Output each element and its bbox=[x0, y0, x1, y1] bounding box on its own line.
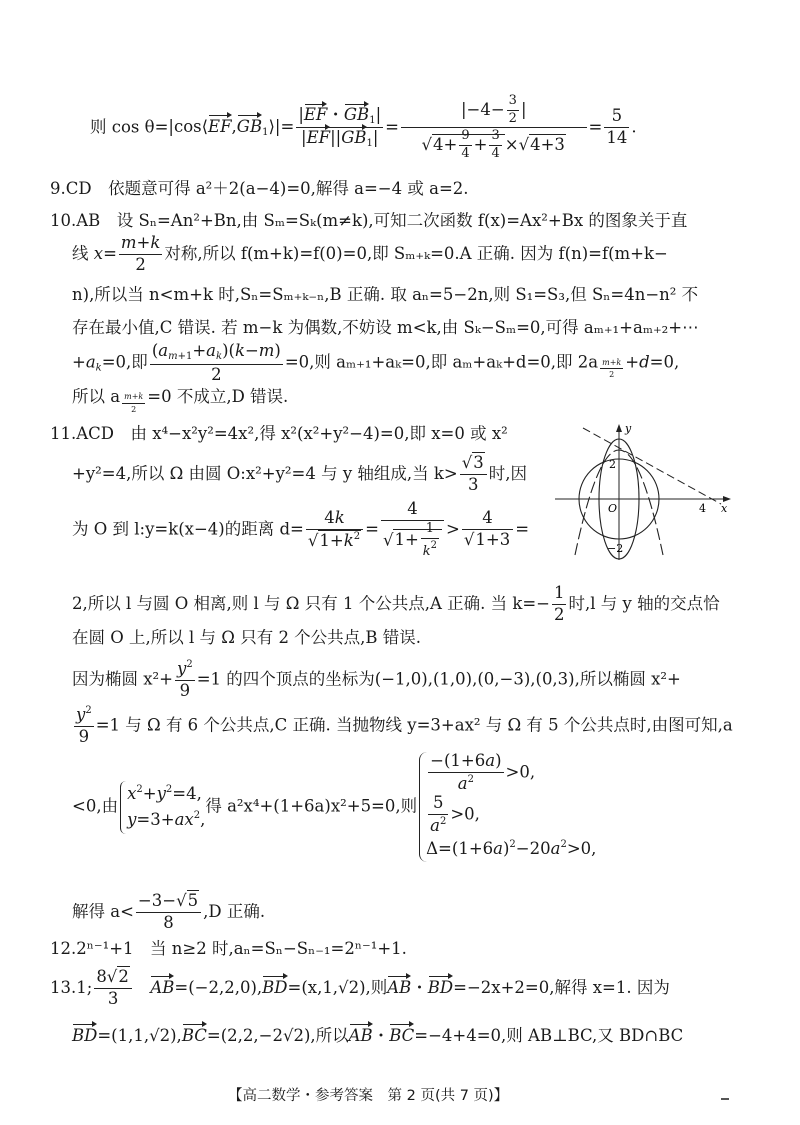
text-11f: 因为椭圆 x²+ bbox=[72, 669, 173, 689]
answer-11-line9: 解得 a< $\frac{-3-√5}{8}$ ,D 正确. bbox=[72, 891, 266, 932]
text-cos: 则 cos θ= bbox=[90, 117, 169, 137]
y-label: y bbox=[625, 422, 632, 435]
page-footer: 【高二数学・参考答案 第 2 页(共 7 页)】 bbox=[228, 1088, 509, 1104]
tick-2: 2 bbox=[609, 458, 616, 471]
text-13b2: =(2,2,−2√2),所以 bbox=[206, 1026, 349, 1045]
text-11c: 为 O 到 l:y=k(x−4)的距离 d= bbox=[72, 519, 304, 539]
text-11i2: ,D 正确. bbox=[203, 901, 266, 921]
answer-10-line3: n),所以当 n<m+k 时,Sₙ=Sₘ₊ₖ₋ₙ,B 正确. 取 aₙ=5−2n,则 S₁=S₃,但 Sₙ=4n−n² 不 bbox=[72, 285, 699, 304]
text-11i: 解得 a< bbox=[72, 901, 134, 921]
answer-11-line3: 为 O 到 l:y=k(x−4)的距离 d= $\frac{4k}{√1+k^2}$ = 4 √1+ $\frac{1}{k^2}$ > $\frac{4}{√1+3}$ = bbox=[72, 499, 530, 559]
text-13b: =(1,1,√2), bbox=[97, 1026, 182, 1045]
text-10f: 所以 a bbox=[72, 387, 121, 406]
text-10g: =0 不成立,D 错误. bbox=[147, 387, 289, 406]
answer-11-line7: $\frac{y^2}{9}$ =1 与 Ω 有 6 个公共点,C 正确. 当抛物线 y=3+ax² 与 Ω 有 5 个公共点时,由图可知,a bbox=[76, 705, 733, 746]
answer-11-line4: 2,所以 l 与圆 O 相离,则 l 与 Ω 只有 1 个公共点,A 正确. 当 k=− $\frac{1}{2}$ 时,l 与 y 轴的交点恰 bbox=[72, 583, 720, 624]
answer-9: 9.CD 依题意可得 a²＋2(a−4)=0,解得 a=−4 或 a=2. bbox=[50, 179, 469, 198]
answer-11-line2: +y²=4,所以 Ω 由圆 O:x²+y²=4 与 y 轴组成,当 k> $\frac{√3}{3}$ 时,因 bbox=[72, 453, 527, 494]
text-13a3: =−2x+2=0,解得 x=1. 因为 bbox=[453, 977, 670, 997]
y-axis-arrow bbox=[616, 424, 622, 432]
tick-neg2: −2 bbox=[607, 542, 624, 555]
text-11g: =1 与 Ω 有 6 个公共点,C 正确. 当抛物线 y=3+ax² 与 Ω 有 5 个公共点时,由图可知,a bbox=[95, 715, 733, 735]
answer-11-line6: 因为椭圆 x²+ $\frac{y^2}{9}$ =1 的四个顶点的坐标为(−1,0),(1,0),(0,−3),(0,3),所以椭圆 x²+ bbox=[72, 659, 681, 700]
text-11f2: =1 的四个顶点的坐标为(−1,0),(1,0),(0,−3),(0,3),所以椭圆 x²+ bbox=[196, 669, 681, 689]
eq-cos-theta: 则 $\cos \theta=|\cos⟨EF,GB_1⟩|=$ $\frac{|EF・GB_1|}{|EF||GB_1|}$ = |−4− $\frac{3}{2}$ | √4+ $\frac{9}{4}$ + $\frac{3}{4}$ ×√4+3 = $\frac{5}{14}$ . bbox=[90, 93, 637, 161]
text-11h2: 得 a²x⁴+(1+6a)x²+5=0,则 bbox=[205, 796, 418, 816]
corner-mark bbox=[721, 1098, 729, 1100]
origin-label: O bbox=[608, 502, 618, 515]
tick-4: 4 bbox=[699, 502, 706, 515]
answer-13-line2: BD=(1,1,√2),BC=(2,2,−2√2),所以AB・BC=−4+4=0,则 AB⊥BC,又 BD∩BC bbox=[72, 1026, 684, 1045]
text-11d: 2,所以 l 与圆 O 相离,则 l 与 Ω 只有 1 个公共点,A 正确. 当 k=− bbox=[72, 593, 550, 613]
line-l bbox=[583, 428, 721, 504]
answer-11-system: <0,由 $x^2+y^2=4$, $y=3+ax^2$, 得 a²x⁴+(1+6a)x²+5=0,则 $\frac{-(1+6a)}{a^2}$ >0, $\frac{5}{a^2}$ >0, $\Delta=(1+6a)^2-20a^2>0$, bbox=[72, 752, 596, 862]
answer-11-line1: 11.ACD 由 x⁴−x²y²=4x²,得 x²(x²+y²−4)=0,即 x=0 或 x² bbox=[50, 424, 508, 443]
x-label: x bbox=[721, 502, 728, 515]
text-11h: <0,由 bbox=[72, 796, 119, 816]
answer-13-line1: 13.1; $\frac{8√2}{3}$ AB=(−2,2,0),BD=(x,1,√2),则AB・BD=−2x+2=0,解得 x=1. 因为 bbox=[50, 967, 670, 1008]
text-11b: +y²=4,所以 Ω 由圆 O:x²+y²=4 与 y 轴组成,当 k> bbox=[72, 463, 458, 483]
answer-11-line5: 在圆 O 上,所以 l 与 Ω 只有 2 个公共点,B 错误. bbox=[72, 628, 422, 647]
answer-12: 12.2ⁿ⁻¹+1 当 n≥2 时,aₙ=Sₙ−Sₙ₋₁=2ⁿ⁻¹+1. bbox=[50, 939, 407, 958]
answer-10-line1: 10.AB 设 Sₙ=An²+Bn,由 Sₘ=Sₖ(m≠k),可知二次函数 f(x)=Ax²+Bx 的图象关于直 bbox=[50, 211, 688, 230]
answer-10-line4: 存在最小值,C 错误. 若 m−k 为偶数,不妨设 m<k,由 Sₖ−Sₘ=0,可得 aₘ₊₁+aₘ₊₂+⋯ bbox=[72, 318, 699, 337]
text-13b3: =−4+4=0,则 AB⊥BC,又 BD∩BC bbox=[414, 1026, 684, 1045]
text-13a: =(−2,2,0), bbox=[174, 977, 263, 997]
text-10b: 对称,所以 f(m+k)=f(0)=0,即 Sₘ₊ₖ=0.A 正确. 因为 f(n)=f(m+k− bbox=[164, 243, 668, 263]
text-11d2: 时,l 与 y 轴的交点恰 bbox=[568, 593, 720, 613]
answer-10-line2: 线 x= $\frac{m+k}{2}$ 对称,所以 f(m+k)=f(0)=0,即 Sₘ₊ₖ=0.A 正确. 因为 f(n)=f(m+k− bbox=[72, 233, 668, 274]
text-13a2: =(x,1,√2),则 bbox=[287, 977, 388, 997]
answer-10-line6: 所以 a $_{\frac{m+k}{2}}$ =0 不成立,D 错误. bbox=[72, 387, 289, 414]
answer-10-line5: $+a_k=0$,即 $\frac{(a_{m+1}+a_k)(k-m)}{2}$ =0,则 aₘ₊₁+aₖ=0,即 aₘ+aₖ+d=0,即 2a $_{\frac{m+k}{2}}$ +d=0, bbox=[72, 341, 680, 384]
graph-figure bbox=[553, 420, 733, 560]
text-10e: =0,则 aₘ₊₁+aₖ=0,即 aₘ+aₖ+d=0,即 2a bbox=[284, 352, 599, 372]
